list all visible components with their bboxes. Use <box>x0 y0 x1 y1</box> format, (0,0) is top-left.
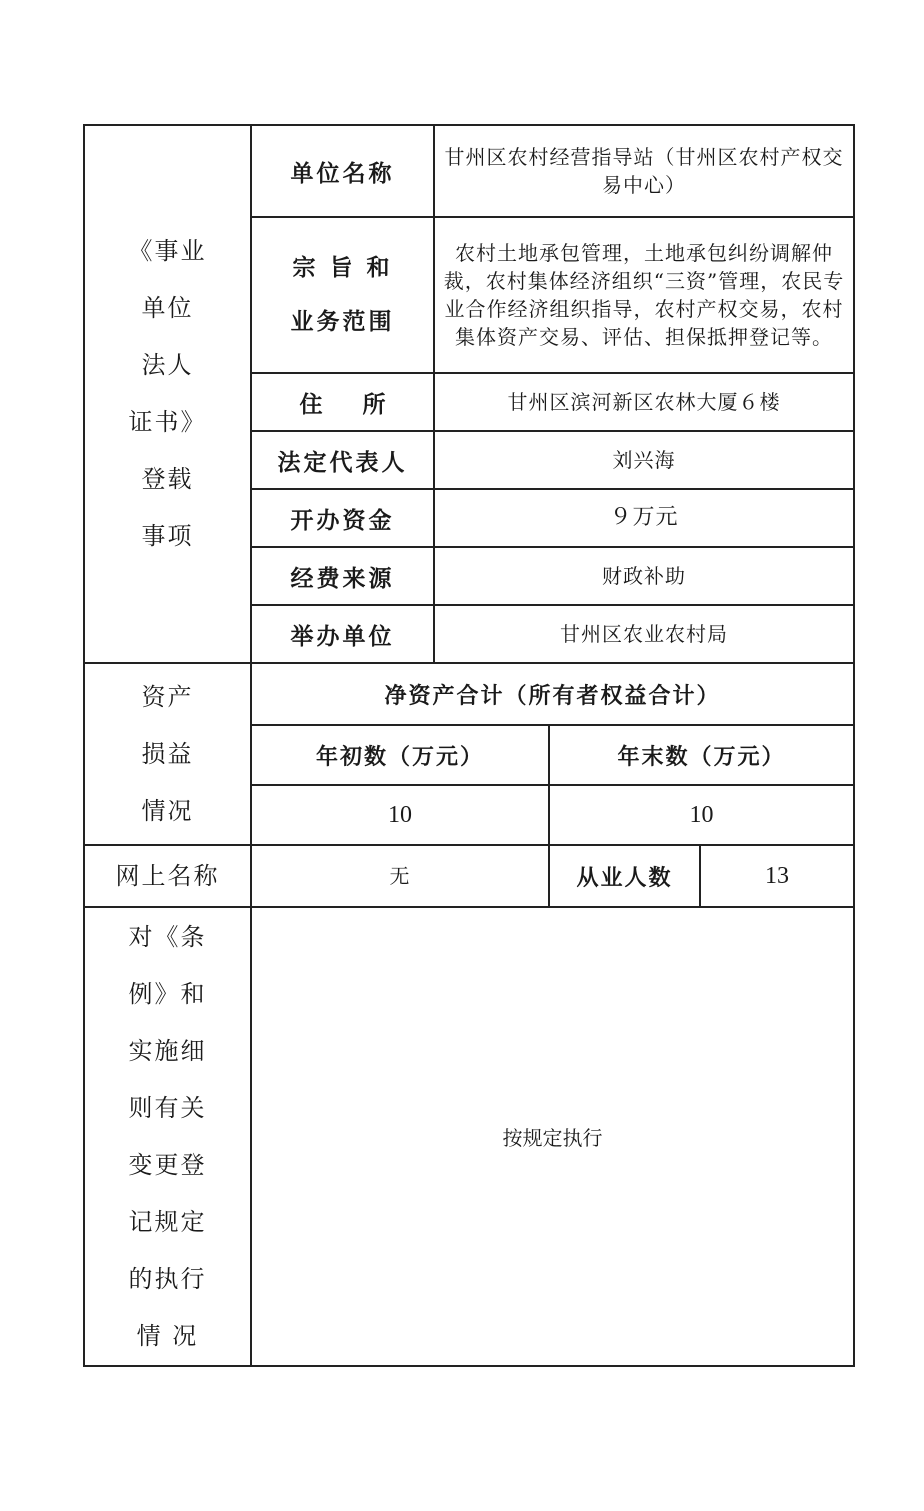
unit-name-label: 单位名称 <box>251 125 434 217</box>
address-label: 住所 <box>251 373 434 431</box>
staff-count-label: 从业人数 <box>549 845 700 907</box>
section-compliance-label-line: 实施细 <box>128 1037 207 1065</box>
section-assets-label-line: 情况 <box>141 796 194 825</box>
registration-report-table <box>83 124 855 1367</box>
section-registration-label <box>84 125 251 663</box>
funding-source-label: 经费来源 <box>251 547 434 605</box>
section-compliance-label-line: 的执行 <box>128 1265 207 1293</box>
year-end-value: 10 <box>549 785 854 845</box>
section-compliance-label-line: 变更登 <box>128 1151 207 1179</box>
staff-count-value: 13 <box>700 845 854 907</box>
year-start-value: 10 <box>251 785 549 845</box>
address-value: 甘州区滨河新区农林大厦６楼 <box>434 373 854 431</box>
row-compliance <box>84 907 854 1366</box>
section-registration-label-line: 单位 <box>141 294 194 322</box>
start-capital-value: ９万元 <box>434 489 854 547</box>
section-registration-label-line: 法人 <box>141 351 194 379</box>
online-name-value: 无 <box>251 845 549 907</box>
legal-representative-value: 刘兴海 <box>434 431 854 489</box>
section-assets-label-line: 资产 <box>141 682 194 711</box>
section-compliance-label-line: 则有关 <box>128 1094 207 1122</box>
section-registration-label-line: 事项 <box>141 522 194 550</box>
section-compliance-label-line: 记规定 <box>128 1208 207 1236</box>
start-capital-label: 开办资金 <box>251 489 434 547</box>
sponsor-unit-value: 甘州区农业农村局 <box>434 605 854 663</box>
purpose-scope-value: 农村土地承包管理，土地承包纠纷调解仲裁，农村集体经济组织“三资”管理，农民专业合作经济组织指导，农村产权交易，农村集体资产交易、评估、担保抵押登记等。 <box>434 217 854 373</box>
purpose-scope-label-line: 业务范围 <box>290 309 395 335</box>
online-name-label: 网上名称 <box>84 845 251 907</box>
section-compliance-label-line: 对《条 <box>128 923 207 951</box>
section-registration-label-line: 登载 <box>141 465 194 493</box>
section-assets-label <box>84 663 251 845</box>
compliance-value: 按规定执行 <box>251 907 854 1366</box>
purpose-scope-label <box>251 217 434 373</box>
unit-name-value: 甘州区农村经营指导站（甘州区农村产权交易中心） <box>434 125 854 217</box>
section-compliance-label <box>84 907 251 1366</box>
sponsor-unit-label: 举办单位 <box>251 605 434 663</box>
purpose-scope-label-line: 宗 旨 和 <box>292 255 393 281</box>
section-assets-label-line: 损益 <box>141 739 194 768</box>
row-unit-name <box>84 125 854 217</box>
legal-representative-label: 法定代表人 <box>251 431 434 489</box>
year-start-header: 年初数（万元） <box>251 725 549 785</box>
row-assets-title <box>84 663 854 725</box>
year-end-header: 年末数（万元） <box>549 725 854 785</box>
section-compliance-label-line: 情 况 <box>136 1322 199 1350</box>
net-assets-title: 净资产合计（所有者权益合计） <box>251 663 854 725</box>
section-registration-label-line: 证书》 <box>128 408 207 436</box>
funding-source-value: 财政补助 <box>434 547 854 605</box>
row-online-name <box>84 845 854 907</box>
section-compliance-label-line: 例》和 <box>128 980 207 1008</box>
section-registration-label-line: 《事业 <box>128 237 207 265</box>
